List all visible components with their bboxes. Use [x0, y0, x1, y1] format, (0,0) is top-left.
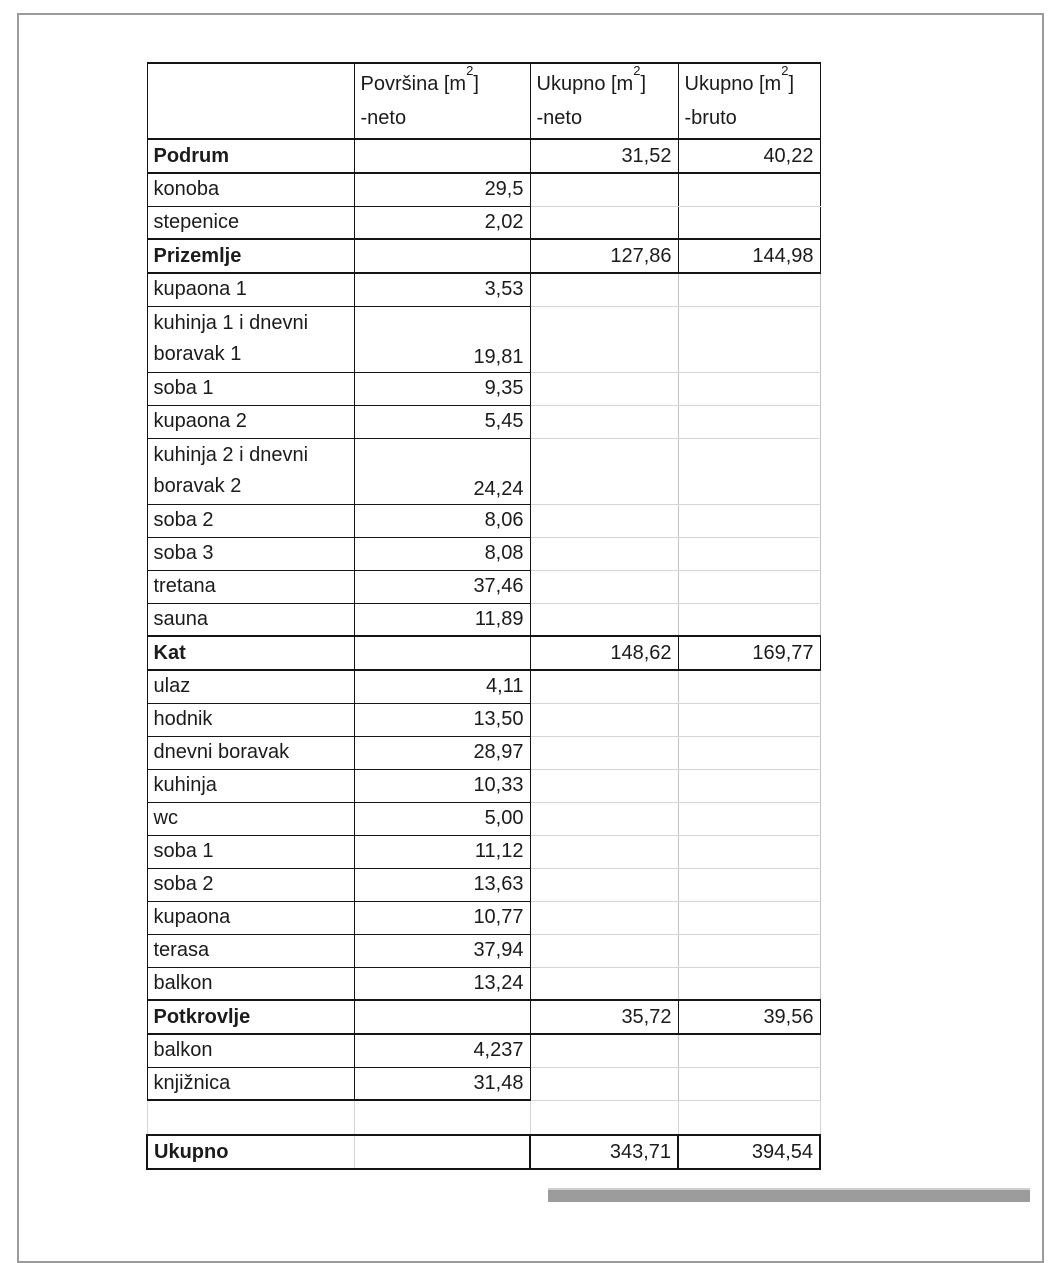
ukupno-bruto-cell	[678, 537, 820, 570]
ukupno-neto-cell	[530, 206, 678, 239]
row-label-cell	[147, 273, 354, 306]
row-label-cell	[147, 306, 354, 372]
ukupno-neto-cell	[530, 802, 678, 835]
povrsina-neto-cell	[354, 239, 530, 273]
table-header-row	[147, 63, 820, 139]
ukupno-bruto-cell	[678, 769, 820, 802]
cell-value: 8,06	[484, 509, 524, 531]
ukupno-bruto-cell	[678, 934, 820, 967]
ukupno-neto-cell	[530, 438, 678, 504]
ukupno-neto-cell	[530, 670, 678, 703]
ukupno-bruto-cell	[678, 835, 820, 868]
cell-value: 37,46	[473, 575, 524, 597]
row-label: Podrum	[153, 144, 230, 167]
row-label: soba 2	[153, 509, 214, 531]
ukupno-neto-cell	[530, 636, 678, 670]
row-label-cell	[147, 835, 354, 868]
row-label-cell	[147, 868, 354, 901]
table-row-wc	[147, 802, 820, 835]
header-subtitle: -bruto	[684, 107, 737, 129]
cell-value: 8,08	[484, 542, 524, 564]
row-label-cell	[147, 1067, 354, 1100]
row-label-cell	[147, 1100, 354, 1135]
povrsina-neto-cell	[354, 736, 530, 769]
ukupno-neto-cell	[530, 703, 678, 736]
povrsina-neto-cell	[354, 636, 530, 670]
header-title-text: Ukupno [m	[684, 73, 782, 95]
header-superscript: 2	[781, 63, 789, 79]
ukupno-bruto-cell	[678, 868, 820, 901]
row-label: kupaona	[153, 906, 231, 928]
povrsina-neto-cell	[354, 306, 530, 372]
table-row-ulaz	[147, 670, 820, 703]
header-subtitle: -neto	[360, 107, 407, 129]
row-label: knjižnica	[153, 1071, 231, 1094]
ukupno-bruto-cell	[678, 570, 820, 603]
row-label: soba 1	[153, 377, 214, 399]
cell-value: 343,71	[609, 1140, 671, 1163]
ukupno-neto-cell	[530, 239, 678, 273]
row-label-cell	[147, 769, 354, 802]
header-title-close: ]	[640, 73, 647, 95]
header-ukupno-neto	[530, 63, 678, 139]
header-rooms-column	[147, 63, 354, 139]
povrsina-neto-cell	[354, 670, 530, 703]
ukupno-bruto-cell	[678, 1135, 820, 1169]
table-row-kupaona	[147, 901, 820, 934]
ukupno-bruto-cell	[678, 438, 820, 504]
row-label-cell	[147, 239, 354, 273]
row-label-cell	[147, 802, 354, 835]
table-row-podrum	[147, 139, 820, 173]
cell-value: 19,81	[473, 345, 524, 368]
povrsina-neto-cell	[354, 901, 530, 934]
cell-value: 4,237	[473, 1039, 524, 1062]
row-label: kuhinja	[153, 774, 217, 796]
row-label: kupaona 2	[153, 410, 247, 432]
row-label: tretana	[153, 575, 216, 597]
row-label-cell	[147, 736, 354, 769]
header-title-text: Površina [m	[360, 73, 467, 95]
header-title-line	[679, 63, 820, 101]
ukupno-bruto-cell	[678, 1034, 820, 1067]
cell-value: 9,35	[484, 377, 524, 399]
ukupno-neto-cell	[530, 1000, 678, 1034]
ukupno-neto-cell	[530, 173, 678, 206]
ukupno-neto-cell	[530, 1100, 678, 1135]
ukupno-neto-cell	[530, 537, 678, 570]
row-label-line2: boravak 1	[153, 343, 242, 365]
table-row-kupaona-1	[147, 273, 820, 306]
povrsina-neto-cell	[354, 835, 530, 868]
ukupno-bruto-cell	[678, 967, 820, 1000]
row-label: kupaona 1	[153, 278, 247, 301]
cell-value: 10,77	[473, 906, 524, 928]
ukupno-neto-cell	[530, 405, 678, 438]
ukupno-neto-cell	[530, 603, 678, 636]
ukupno-bruto-cell	[678, 1100, 820, 1135]
header-superscript: 2	[466, 63, 474, 79]
ukupno-neto-cell	[530, 372, 678, 405]
ukupno-neto-cell	[530, 868, 678, 901]
table-row-soba-2	[147, 504, 820, 537]
row-label-cell	[147, 438, 354, 504]
row-label: stepenice	[153, 210, 240, 233]
povrsina-neto-cell	[354, 173, 530, 206]
row-label-cell	[147, 670, 354, 703]
row-label-line2: boravak 2	[153, 475, 242, 497]
cell-value: 40,22	[763, 144, 814, 167]
row-label: Ukupno	[154, 1140, 229, 1163]
ukupno-neto-cell	[530, 273, 678, 306]
row-label-cell	[147, 603, 354, 636]
row-label-cell	[147, 139, 354, 173]
ukupno-neto-cell	[530, 139, 678, 173]
cell-value: 127,86	[610, 244, 672, 267]
table-row-balkon	[147, 967, 820, 1000]
row-label-cell	[147, 173, 354, 206]
table-row-balkon	[147, 1034, 820, 1067]
row-label: terasa	[153, 939, 210, 961]
table-row-terasa	[147, 934, 820, 967]
row-label-cell	[147, 206, 354, 239]
cell-value: 28,97	[473, 741, 524, 763]
ukupno-bruto-cell	[678, 139, 820, 173]
row-label-cell	[147, 372, 354, 405]
row-label-cell	[147, 1000, 354, 1034]
ukupno-bruto-cell	[678, 736, 820, 769]
povrsina-neto-cell	[354, 868, 530, 901]
povrsina-neto-cell	[354, 703, 530, 736]
table-row-soba-1	[147, 372, 820, 405]
cell-value: 169,77	[752, 641, 814, 664]
cell-value: 37,94	[473, 939, 524, 961]
table-row-prizemlje	[147, 239, 820, 273]
table-row-ukupno	[147, 1135, 820, 1169]
header-povrsina-neto	[354, 63, 530, 139]
cell-value: 35,72	[621, 1005, 672, 1028]
povrsina-neto-cell	[354, 139, 530, 173]
ukupno-bruto-cell	[678, 636, 820, 670]
povrsina-neto-cell	[354, 405, 530, 438]
row-label-cell	[147, 967, 354, 1000]
row-label-cell	[147, 636, 354, 670]
table-row-hodnik	[147, 703, 820, 736]
ukupno-bruto-cell	[678, 206, 820, 239]
cell-value: 3,53	[484, 278, 524, 301]
row-label: soba 1	[153, 840, 214, 862]
table-row-kuhinja-1-i-dnevni	[147, 306, 820, 372]
ukupno-bruto-cell	[678, 405, 820, 438]
header-title-line	[531, 63, 678, 101]
row-label: Kat	[153, 641, 186, 664]
povrsina-neto-cell	[354, 1067, 530, 1100]
ukupno-bruto-cell	[678, 1067, 820, 1100]
cell-value: 11,89	[474, 607, 524, 630]
ukupno-bruto-cell	[678, 703, 820, 736]
row-label-cell	[147, 934, 354, 967]
ukupno-neto-cell	[530, 934, 678, 967]
table-row-soba-3	[147, 537, 820, 570]
cell-value: 10,33	[473, 774, 524, 796]
header-superscript: 2	[633, 63, 641, 79]
ukupno-bruto-cell	[678, 306, 820, 372]
ukupno-neto-cell	[530, 1135, 678, 1169]
table-row-knjižnica	[147, 1067, 820, 1100]
row-label-cell	[147, 703, 354, 736]
povrsina-neto-cell	[354, 537, 530, 570]
ukupno-bruto-cell	[678, 173, 820, 206]
row-label-cell	[147, 537, 354, 570]
povrsina-neto-cell	[354, 1135, 530, 1169]
row-label-cell	[147, 901, 354, 934]
row-label-cell	[147, 1034, 354, 1067]
ukupno-bruto-cell	[678, 372, 820, 405]
row-label: konoba	[153, 178, 220, 201]
povrsina-neto-cell	[354, 206, 530, 239]
cell-value: 29,5	[484, 178, 524, 201]
cell-value: 5,45	[484, 410, 524, 432]
ukupno-bruto-cell	[678, 273, 820, 306]
povrsina-neto-cell	[354, 603, 530, 636]
row-label: Prizemlje	[153, 244, 242, 267]
ukupno-bruto-cell	[678, 901, 820, 934]
table-row-kuhinja	[147, 769, 820, 802]
header-subtitle: -neto	[536, 107, 583, 129]
povrsina-neto-cell	[354, 1000, 530, 1034]
ukupno-neto-cell	[530, 1067, 678, 1100]
row-label: wc	[153, 807, 178, 829]
ukupno-bruto-cell	[678, 239, 820, 273]
povrsina-neto-cell	[354, 273, 530, 306]
povrsina-neto-cell	[354, 967, 530, 1000]
ukupno-neto-cell	[530, 736, 678, 769]
ukupno-bruto-cell	[678, 670, 820, 703]
row-label: kuhinja 1 i dnevni	[153, 312, 309, 334]
header-ukupno-bruto	[678, 63, 820, 139]
povrsina-neto-cell	[354, 769, 530, 802]
povrsina-neto-cell	[354, 934, 530, 967]
row-label: ulaz	[153, 675, 191, 698]
ukupno-neto-cell	[530, 570, 678, 603]
cell-value: 13,24	[473, 971, 524, 994]
ukupno-bruto-cell	[678, 504, 820, 537]
povrsina-neto-cell	[354, 1100, 530, 1135]
cell-value: 31,52	[621, 144, 672, 167]
header-title-line	[355, 63, 530, 101]
cell-value: 394,54	[751, 1140, 813, 1163]
table-row-konoba	[147, 173, 820, 206]
row-label: hodnik	[153, 708, 213, 730]
cell-value: 31,48	[473, 1071, 524, 1094]
ukupno-neto-cell	[530, 901, 678, 934]
cell-value: 148,62	[610, 641, 672, 664]
povrsina-neto-cell	[354, 372, 530, 405]
povrsina-neto-cell	[354, 1034, 530, 1067]
table-row-stepenice	[147, 206, 820, 239]
row-label-cell	[147, 405, 354, 438]
table-row-soba-2	[147, 868, 820, 901]
cell-value: 39,56	[763, 1005, 814, 1028]
row-label: dnevni boravak	[153, 741, 290, 763]
room-area-table	[146, 62, 821, 1170]
row-label: kuhinja 2 i dnevni	[153, 444, 309, 466]
table-row-empty	[147, 1100, 820, 1135]
table-row-dnevni-boravak	[147, 736, 820, 769]
ukupno-bruto-cell	[678, 603, 820, 636]
ukupno-neto-cell	[530, 504, 678, 537]
row-label-cell	[147, 570, 354, 603]
cell-value: 2,02	[484, 210, 524, 233]
table-row-sauna	[147, 603, 820, 636]
header-title-close: ]	[788, 73, 795, 95]
ukupno-neto-cell	[530, 306, 678, 372]
row-label-cell	[147, 504, 354, 537]
table-row-soba-1	[147, 835, 820, 868]
table-row-tretana	[147, 570, 820, 603]
row-label: balkon	[153, 971, 213, 994]
povrsina-neto-cell	[354, 504, 530, 537]
row-label: soba 2	[153, 873, 214, 895]
table-row-potkrovlje	[147, 1000, 820, 1034]
table-row-kupaona-2	[147, 405, 820, 438]
header-title-text: Ukupno [m	[536, 73, 634, 95]
cell-value: 24,24	[473, 477, 524, 500]
ukupno-bruto-cell	[678, 1000, 820, 1034]
cell-value: 5,00	[484, 807, 524, 829]
row-label-cell	[147, 1135, 354, 1169]
ukupno-neto-cell	[530, 967, 678, 1000]
cell-value: 144,98	[752, 244, 814, 267]
ukupno-neto-cell	[530, 1034, 678, 1067]
povrsina-neto-cell	[354, 802, 530, 835]
ukupno-bruto-cell	[678, 802, 820, 835]
cell-value: 13,50	[473, 708, 524, 730]
table-row-kat	[147, 636, 820, 670]
cell-value: 4,11	[486, 675, 524, 698]
povrsina-neto-cell	[354, 570, 530, 603]
row-label: soba 3	[153, 542, 214, 564]
row-label: sauna	[153, 607, 208, 630]
cell-value: 13,63	[473, 873, 524, 895]
ukupno-neto-cell	[530, 835, 678, 868]
row-label: balkon	[153, 1039, 213, 1062]
table-row-kuhinja-2-i-dnevni	[147, 438, 820, 504]
cell-value: 11,12	[474, 840, 524, 862]
header-title-close: ]	[473, 73, 479, 95]
row-label: Potkrovlje	[153, 1005, 251, 1028]
ukupno-neto-cell	[530, 769, 678, 802]
povrsina-neto-cell	[354, 438, 530, 504]
